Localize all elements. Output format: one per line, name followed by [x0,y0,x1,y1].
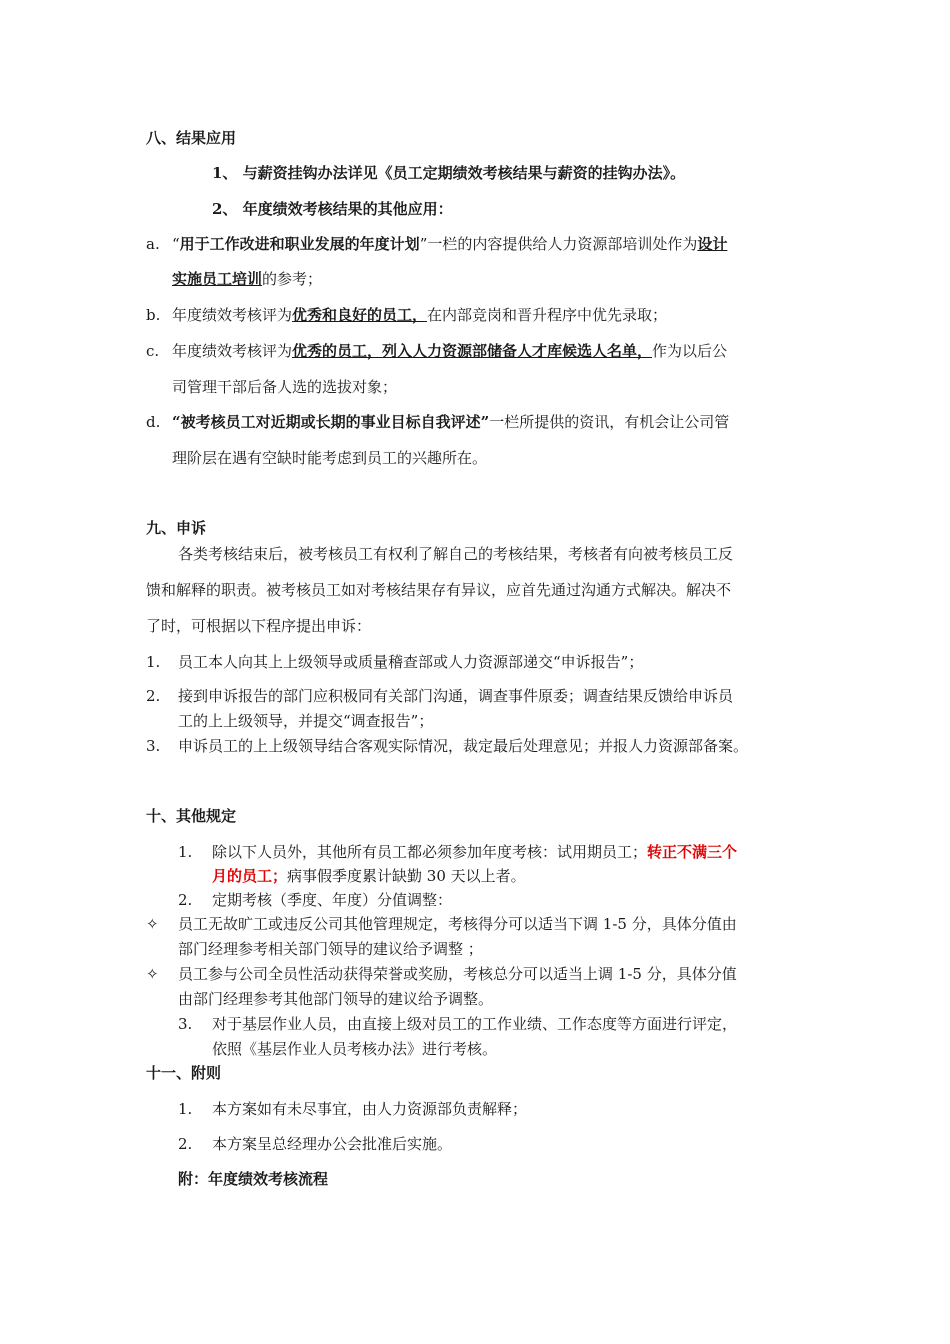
s8-c-line-1 [172,341,727,361]
s8-d-line-2: 理阶层在遇有空缺时能考虑到员工的兴趣所在。 [172,449,488,467]
s11-item-2: 本方案呈总经理办公会批准后实施。 [212,1135,453,1153]
s9-item-2-line-1: 接到申诉报告的部门应积极同有关部门沟通，调查事件原委；调查结果反馈给申诉员 [178,687,734,705]
s9-item-3-marker: 3. [146,737,161,755]
section-11-heading: 十一、附则 [146,1064,222,1082]
s10-item-3-line-1: 对于基层作业人员，由直接上级对员工的工作业绩、工作态度等方面进行评定， [212,1015,738,1033]
s10-rule-2-line-1: 员工参与公司全员性活动获得荣誉或奖励，考核总分可以适当上调 1-5 分，具体分值 [178,965,737,983]
attachment-title: 附：年度绩效考核流程 [178,1170,329,1188]
s9-item-1: 员工本人向其上上级领导或质量稽查部或人力资源部递交“申诉报告”； [178,653,644,671]
s10-item-2-marker: 2. [178,891,193,909]
s8-d-bold: “被考核员工对近期或长期的事业目标自我评述” [172,413,490,431]
s11-item-1: 本方案如有未尽事宜，由人力资源部负责解释； [212,1100,528,1118]
s9-item-2-line-2: 工的上上级领导，并提交“调查报告”； [178,712,434,730]
s8-a-quote-close: ” [419,235,428,253]
s8-b-underline: 优秀和良好的员工， [292,306,428,324]
s9-para-line-1: 各类考核结束后，被考核员工有权利了解自己的考核结果，考核者有向被考核员工反 [178,545,734,563]
diamond-bullet-icon: ✧ [146,965,159,983]
s10-item-1-line-2 [212,866,526,886]
s8-d-marker: d. [146,413,161,431]
s9-item-1-marker: 1. [146,653,161,671]
s8-a-underline-1: 设计 [697,235,728,253]
s8-c-line-2: 司管理干部后备人选的选拔对象； [172,378,398,396]
s9-para-line-3: 了时，可根据以下程序提出申诉： [146,617,372,635]
s8-a-text-2: 的参考； [262,270,323,288]
s10-item-1-line-1 [212,842,737,862]
s11-item-1-marker: 1. [178,1100,193,1118]
s10-rule-1-line-2: 部门经理参考相关部门领导的建议给予调整 ； [178,940,483,958]
diamond-bullet-icon: ✧ [146,915,159,933]
s8-b-line [172,305,667,325]
s10-item-1-red-1: 转正不满三个 [647,843,738,861]
section-10-heading: 十、其他规定 [146,807,237,825]
s10-rule-2-line-2: 由部门经理参考其他部门领导的建议给予调整。 [178,990,494,1008]
s8-d-text-1: 一栏所提供的资讯，有机会让公司管 [489,413,730,431]
s8-b-text-1: 年度绩效考核评为 [172,306,293,324]
s10-item-1-red-2: 月的员工； [212,867,288,885]
s8-a-quote-open: “ [172,235,180,253]
s10-item-1-text-2: 病事假季度累计缺勤 30 天以上者。 [287,867,526,885]
s10-rule-1-line-1: 员工无故旷工或违反公司其他管理规定，考核得分可以适当下调 1-5 分，具体分值由 [178,915,737,933]
s8-c-text-2: 作为以后公 [652,342,728,360]
s8-a-line-2 [172,269,322,289]
s8-c-text-1: 年度绩效考核评为 [172,342,293,360]
s8-a-underline-2: 实施员工培训 [172,270,263,288]
section-8-heading: 八、结果应用 [146,129,237,147]
s10-item-1-marker: 1. [178,843,193,861]
section-9-heading: 九、申诉 [146,519,207,537]
s8-b-text-2: 在内部竞岗和晋升程序中优先录取； [427,306,668,324]
s8-c-underline: 优秀的员工，列入人力资源部储备人才库候选人名单， [292,342,653,360]
s10-item-3-line-2: 依照《基层作业人员考核办法》进行考核。 [212,1040,498,1058]
s8-c-marker: c. [146,342,160,360]
s9-para-line-2: 馈和解释的职责。被考核员工如对考核结果存有异议，应首先通过沟通方式解决。解决不 [146,581,732,599]
s8-a-line-1 [172,234,727,254]
s8-a-text-1: 一栏的内容提供给人力资源部培训处作为 [427,235,698,253]
s9-item-3: 申诉员工的上上级领导结合客观实际情况，裁定最后处理意见；并报人力资源部备案。 [178,737,749,755]
s11-item-2-marker: 2. [178,1135,193,1153]
s10-item-2: 定期考核（季度、年度）分值调整： [212,891,453,909]
s8-d-line-1 [172,412,729,432]
s8-item-2: 2、 年度绩效考核结果的其他应用： [212,200,453,218]
s9-item-2-marker: 2. [146,687,161,705]
s10-item-1-text-1: 除以下人员外，其他所有员工都必须参加年度考核：试用期员工； [212,843,648,861]
s8-a-marker: a. [146,235,160,253]
s8-b-marker: b. [146,306,161,324]
s10-item-3-marker: 3. [178,1015,193,1033]
s8-a-bold: 用于工作改进和职业发展的年度计划 [179,235,420,253]
s8-item-1: 1、 与薪资挂钩办法详见《员工定期绩效考核结果与薪资的挂钩办法》。 [212,164,686,182]
